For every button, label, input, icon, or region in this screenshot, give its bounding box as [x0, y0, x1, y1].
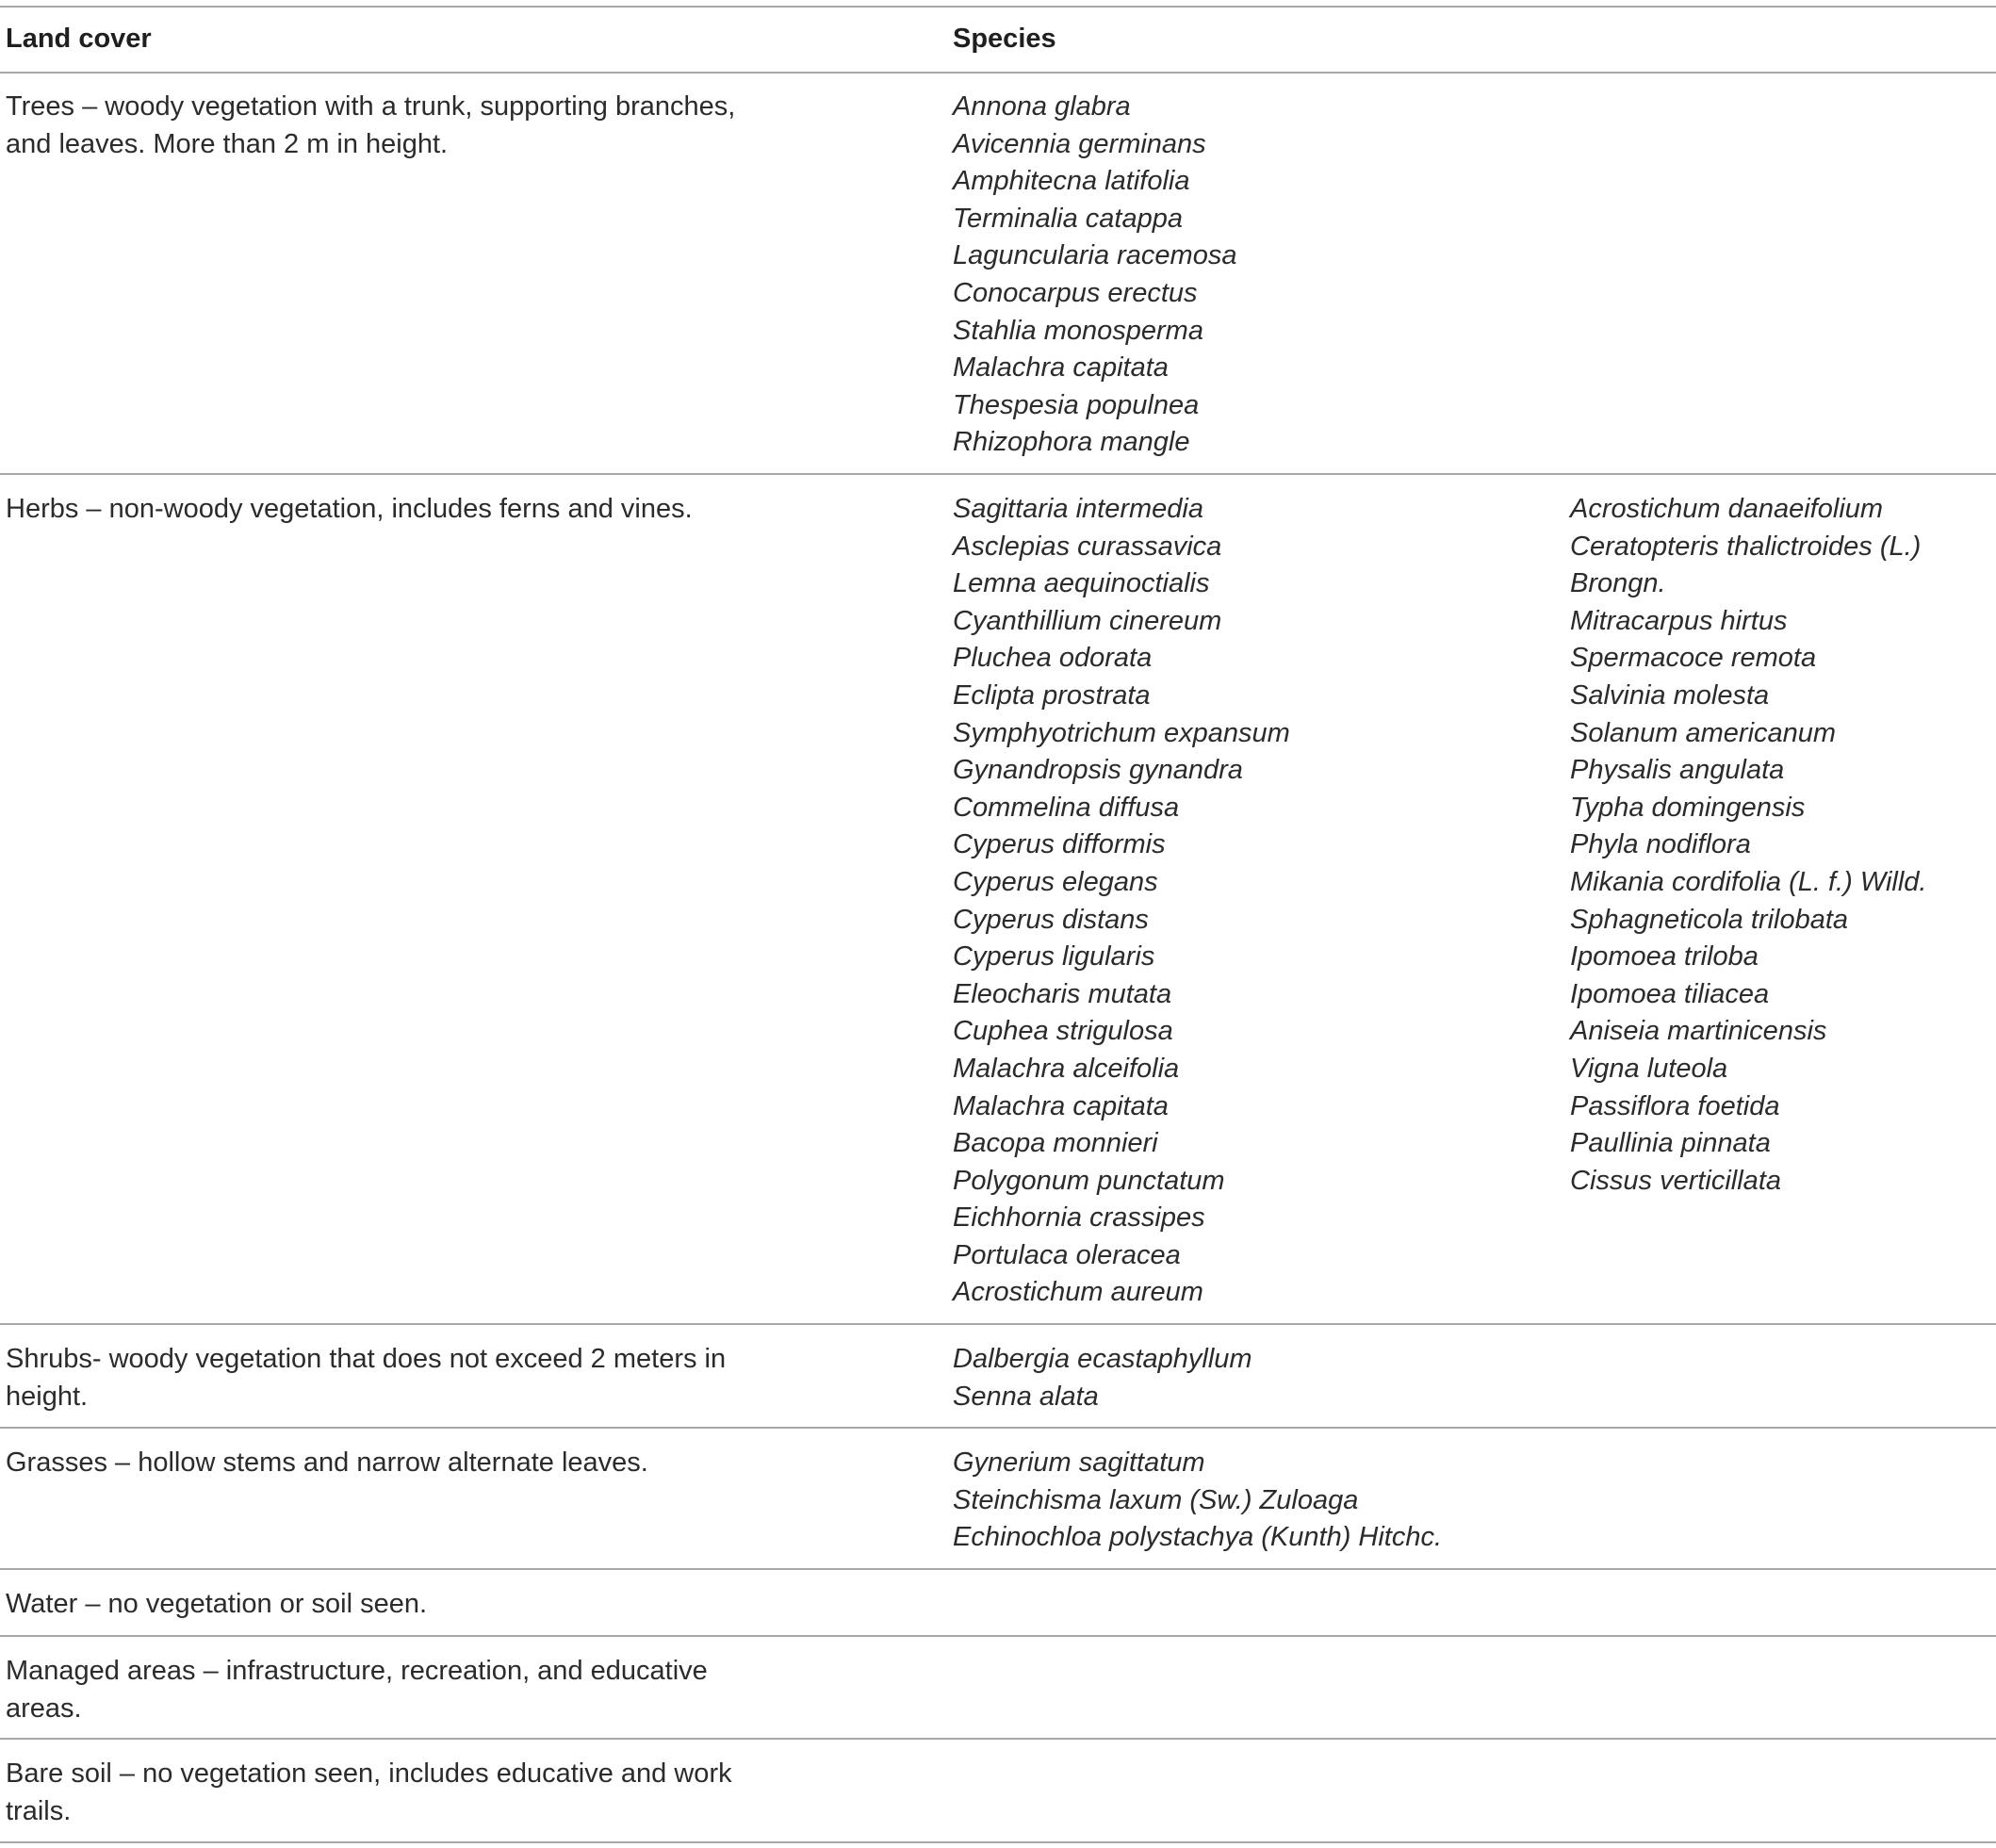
row-rule [0, 473, 1996, 475]
species-name: Echinochloa polystachya (Kunth) Hitchc. [953, 1522, 1443, 1553]
species-name: Acrostichum aureum [953, 1277, 1203, 1308]
species-name: Rhizophora mangle [953, 427, 1190, 458]
species-name: Amphitecna latifolia [953, 166, 1190, 197]
species-name: Symphyotrichum expansum [953, 717, 1290, 748]
species-name: Ceratopteris thalictroides (L.) [1570, 531, 1922, 562]
land-cover-trees: Trees – woody vegetation with a trunk, supporting branches, and leaves. More than 2 m in height. [6, 91, 736, 159]
species-name: Passiflora foetida [1570, 1090, 1780, 1121]
header-rule [0, 72, 1996, 74]
species-name: Asclepias curassavica [953, 531, 1222, 562]
species-name: Spermacoce remota [1570, 643, 1817, 674]
species-name: Eclipta prostrata [953, 679, 1151, 711]
column-header-species: Species [953, 24, 1056, 54]
species-name: Physalis angulata [1570, 755, 1785, 786]
species-name: Paullinia pinnata [1570, 1128, 1771, 1159]
species-name: Conocarpus erectus [953, 277, 1198, 308]
species-list-shrubs [953, 1341, 1252, 1415]
species-name: Eichhornia crassipes [953, 1202, 1205, 1234]
row-rule [0, 1568, 1996, 1570]
species-name: Dalbergia ecastaphyllum [953, 1344, 1252, 1374]
species-name: Sagittaria intermedia [953, 494, 1203, 524]
species-name: Phyla nodiflora [1570, 829, 1751, 860]
species-name: Steinchisma laxum (Sw.) Zuloaga [953, 1484, 1359, 1515]
species-list-trees [953, 89, 1236, 462]
species-name: Acrostichum danaeifolium [1570, 494, 1884, 524]
table-top-rule [0, 6, 1996, 8]
row-rule [0, 1738, 1996, 1740]
species-name: Cissus verticillata [1570, 1165, 1781, 1196]
land-cover-managed-areas: Managed areas – infrastructure, recreation, and educative areas. [6, 1656, 708, 1724]
species-name: Eleocharis mutata [953, 978, 1172, 1009]
species-name: Portulaca oleracea [953, 1239, 1181, 1270]
species-name: Stahlia monosperma [953, 315, 1203, 346]
species-name: Malachra capitata [953, 352, 1169, 384]
column-header-land-cover: Land cover [6, 24, 152, 54]
species-list-herbs-col1 [953, 491, 1290, 1312]
species-name: Pluchea odorata [953, 643, 1153, 674]
land-cover-bare-soil: Bare soil – no vegetation seen, includes educative and work trails. [6, 1758, 732, 1826]
species-name: Sphagneticola trilobata [1570, 904, 1849, 935]
species-name: Salvinia molesta [1570, 679, 1770, 711]
species-name: Aniseia martinicensis [1570, 1016, 1827, 1047]
species-name: Cuphea strigulosa [953, 1016, 1173, 1047]
species-name: Gynerium sagittatum [953, 1447, 1205, 1478]
species-name: Commelina diffusa [953, 792, 1180, 823]
table-bottom-rule [0, 1841, 1996, 1843]
species-name: Ipomoea triloba [1570, 941, 1759, 973]
land-cover-water: Water – no vegetation or soil seen. [6, 1589, 428, 1619]
species-name: Cyperus difformis [953, 829, 1166, 860]
species-name: Bacopa monnieri [953, 1128, 1158, 1159]
species-name: Mikania cordifolia (L. f.) Willd. [1570, 866, 1927, 897]
species-name: Mitracarpus hirtus [1570, 605, 1788, 636]
species-name: Brongn. [1570, 568, 1666, 599]
land-cover-grasses: Grasses – hollow stems and narrow alternate leaves. [6, 1447, 648, 1478]
species-name: Senna alata [953, 1381, 1099, 1412]
row-rule [0, 1427, 1996, 1429]
species-name: Vigna luteola [1570, 1053, 1728, 1084]
species-name: Typha domingensis [1570, 792, 1806, 823]
row-rule [0, 1635, 1996, 1637]
species-name: Ipomoea tiliacea [1570, 978, 1770, 1009]
species-name: Solanum americanum [1570, 717, 1837, 748]
species-name: Cyperus elegans [953, 866, 1158, 897]
species-name: Lemna aequinoctialis [953, 568, 1210, 599]
species-name: Malachra alceifolia [953, 1053, 1180, 1084]
land-cover-herbs: Herbs – non-woody vegetation, includes ferns and vines. [6, 494, 693, 524]
species-name: Malachra capitata [953, 1090, 1169, 1121]
land-cover-shrubs: Shrubs- woody vegetation that does not exceed 2 meters in height. [6, 1344, 727, 1412]
species-name: Cyanthillium cinereum [953, 605, 1222, 636]
species-name: Annona glabra [953, 91, 1131, 122]
row-rule [0, 1323, 1996, 1325]
species-name: Cyperus ligularis [953, 941, 1155, 973]
species-list-grasses [953, 1445, 1442, 1557]
species-name: Avicennia germinans [953, 128, 1206, 159]
species-name: Gynandropsis gynandra [953, 755, 1243, 786]
species-name: Thespesia populnea [953, 389, 1200, 420]
species-name: Polygonum punctatum [953, 1165, 1225, 1196]
species-list-herbs-col2 [1570, 491, 1926, 1200]
species-name: Cyperus distans [953, 904, 1149, 935]
species-name: Terminalia catappa [953, 203, 1183, 234]
species-name: Laguncularia racemosa [953, 240, 1237, 271]
